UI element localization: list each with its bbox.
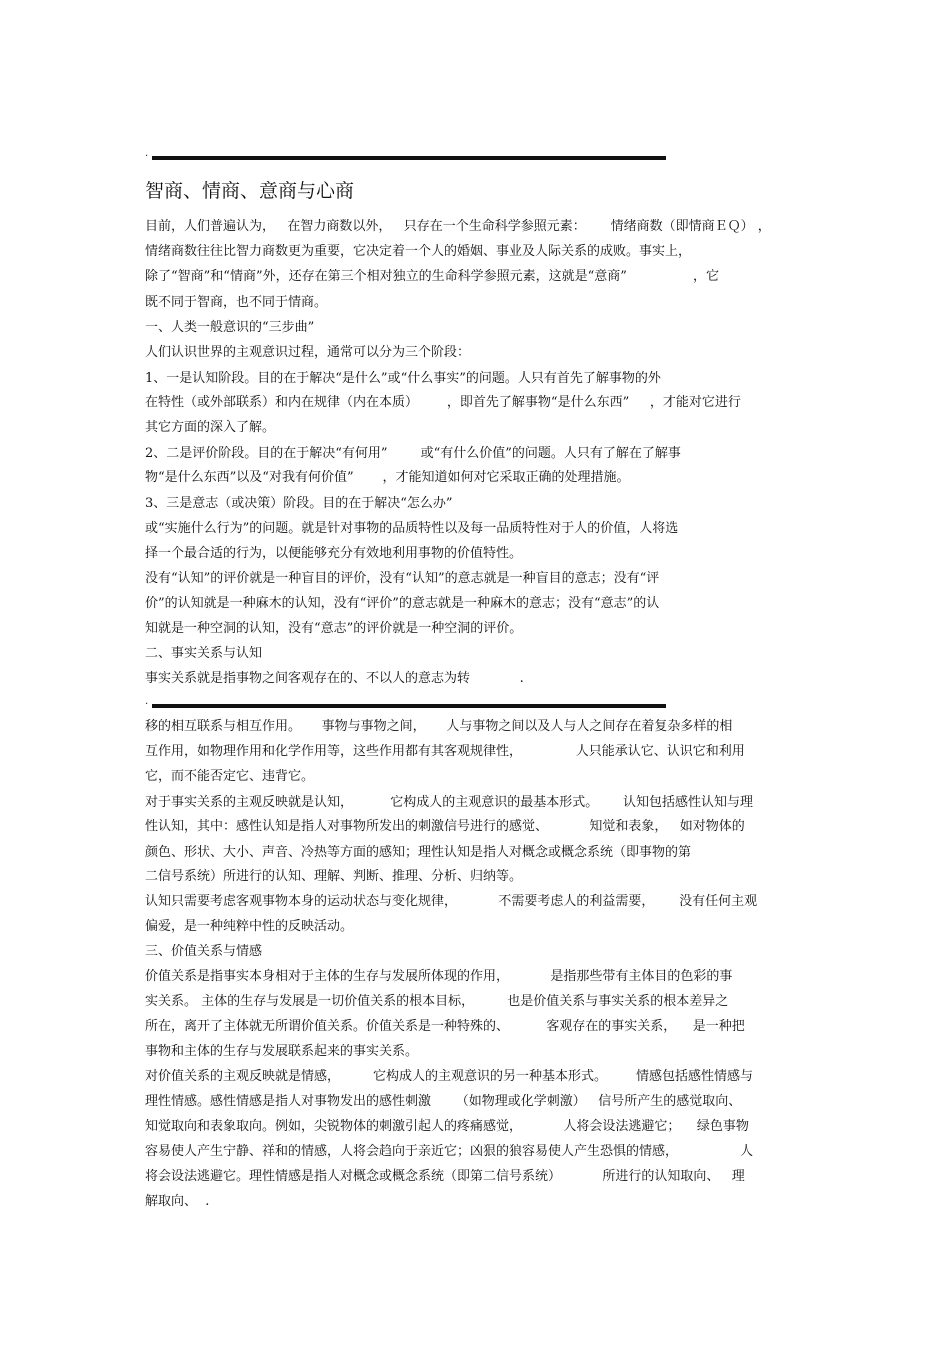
text-line: 它，而不能否定它、违背它。 xyxy=(145,769,315,784)
text-line: 价值关系是指事实本身相对于主体的生存与发展所体现的作用， 是指那些带有主体目的色彩的事 xyxy=(145,969,733,984)
text-line: 颜色、形状、大小、声音、冷热等方面的感知；理性认知是指人对概念或概念系统（即事物的第 xyxy=(145,845,692,860)
page-title: 智商、情商、意商与心商 xyxy=(145,180,355,202)
text-line: 价”的认知就是一种麻木的认知，没有“评价”的意志就是一种麻木的意志；没有“意志”的认 xyxy=(145,596,660,611)
text-line: 知觉取向和表象取向。例如，尖锐物体的刺激引起人的疼痛感觉， 人将会设法逃避它； 绿色事物 xyxy=(145,1119,749,1134)
text-line: 事物和主体的生存与发展联系起来的事实关系。 xyxy=(145,1044,419,1059)
page-separator-rule xyxy=(152,704,666,708)
text-line: 除了“智商”和“情商”外，还存在第三个相对独立的生命科学参照元素，这就是“意商” ，它 xyxy=(145,269,719,284)
text-line: 解取向、 . xyxy=(145,1194,210,1209)
text-line: 2、二是评价阶段。目的在于解决“有何用” 或“有什么价值”的问题。人只有了解在了解事 xyxy=(145,446,681,461)
text-line: 既不同于智商，也不同于情商。 xyxy=(145,295,328,310)
text-line: 实关系。 主体的生存与发展是一切价值关系的根本目标， 也是价值关系与事实关系的根本差异之 xyxy=(145,994,729,1009)
text-line: 所在，离开了主体就无所谓价值关系。价值关系是一种特殊的、 客观存在的事实关系， 是一种把 xyxy=(145,1019,745,1034)
text-line: 没有“认知”的评价就是一种盲目的评价，没有“认知”的意志就是一种盲目的意志；没有“评 xyxy=(145,571,660,586)
text-line: 在特性（或外部联系）和内在规律（内在本质） ，即首先了解事物“是什么东西” ，才能对它进行 xyxy=(145,395,741,410)
text-line: 人们认识世界的主观意识过程，通常可以分为三个阶段： xyxy=(145,345,471,360)
text-line: 容易使人产生宁静、祥和的情感，人将会趋向于亲近它；凶狠的狼容易使人产生恐惧的情感， 人 xyxy=(145,1144,753,1159)
section-heading: 二、事实关系与认知 xyxy=(145,646,263,661)
section-heading: 三、价值关系与情感 xyxy=(145,944,263,959)
text-line: 其它方面的深入了解。 xyxy=(145,420,276,435)
text-line: 事实关系就是指事物之间客观存在的、不以人的意志为转 . xyxy=(145,671,524,686)
text-line: 移的相互联系与相互作用。 事物与事物之间， 人与事物之间以及人与人之间存在着复杂多样的相 xyxy=(145,719,733,734)
text-line: 知就是一种空洞的认知，没有“意志”的评价就是一种空洞的评价。 xyxy=(145,621,523,636)
text-line: 性认知，其中：感性认知是指人对事物所发出的刺激信号进行的感觉、 知觉和表象， 如对物体的 xyxy=(145,819,745,834)
text-line: 对于事实关系的主观反映就是认知， 它构成人的主观意识的最基本形式。 认知包括感性认知与理 xyxy=(145,795,753,810)
text-line: 二信号系统）所进行的认知、理解、判断、推理、分析、归纳等。 xyxy=(145,869,523,884)
text-line: 情绪商数往往比智力商数更为重要，它决定着一个人的婚姻、事业及人际关系的成败。事实上， xyxy=(145,244,692,259)
text-line: 理性情感。感性情感是指人对事物发出的感性刺激 （如物理或化学刺激） 信号所产生的感觉取向、 xyxy=(145,1094,742,1109)
text-line: 1、一是认知阶段。目的在于解决“是什么”或“什么事实”的问题。人只有首先了解事物的外 xyxy=(145,371,661,386)
section-heading: 一、人类一般意识的“三步曲” xyxy=(145,320,315,335)
text-line: 目前，人们普遍认为， 在智力商数以外， 只存在一个生命科学参照元素： 情绪商数（即情商ＥＱ） ， xyxy=(145,219,771,234)
separator-mark: · xyxy=(145,699,149,710)
text-line: 择一个最合适的行为，以便能够充分有效地利用事物的价值特性。 xyxy=(145,546,523,561)
header-mark: · xyxy=(145,151,149,162)
text-line: 将会设法逃避它。理性情感是指人对概念或概念系统（即第二信号系统） 所进行的认知取向、 理 xyxy=(145,1169,745,1184)
header-rule xyxy=(152,156,666,160)
text-line: 物“是什么东西”以及“对我有何价值” ，才能知道如何对它采取正确的处理措施。 xyxy=(145,470,630,485)
text-line: 偏爱，是一种纯粹中性的反映活动。 xyxy=(145,919,354,934)
text-line: 互作用，如物理作用和化学作用等，这些作用都有其客观规律性， 人只能承认它、认识它和利用 xyxy=(145,744,745,759)
text-line: 认知只需要考虑客观事物本身的运动状态与变化规律， 不需要考虑人的利益需要， 没有任何主观 xyxy=(145,894,758,909)
text-line: 3、三是意志（或决策）阶段。目的在于解决“怎么办” xyxy=(145,496,453,511)
text-line: 对价值关系的主观反映就是情感， 它构成人的主观意识的另一种基本形式。 情感包括感性情感与 xyxy=(145,1069,753,1084)
text-line: 或“实施什么行为”的问题。就是针对事物的品质特性以及每一品质特性对于人的价值，人将选 xyxy=(145,521,679,536)
